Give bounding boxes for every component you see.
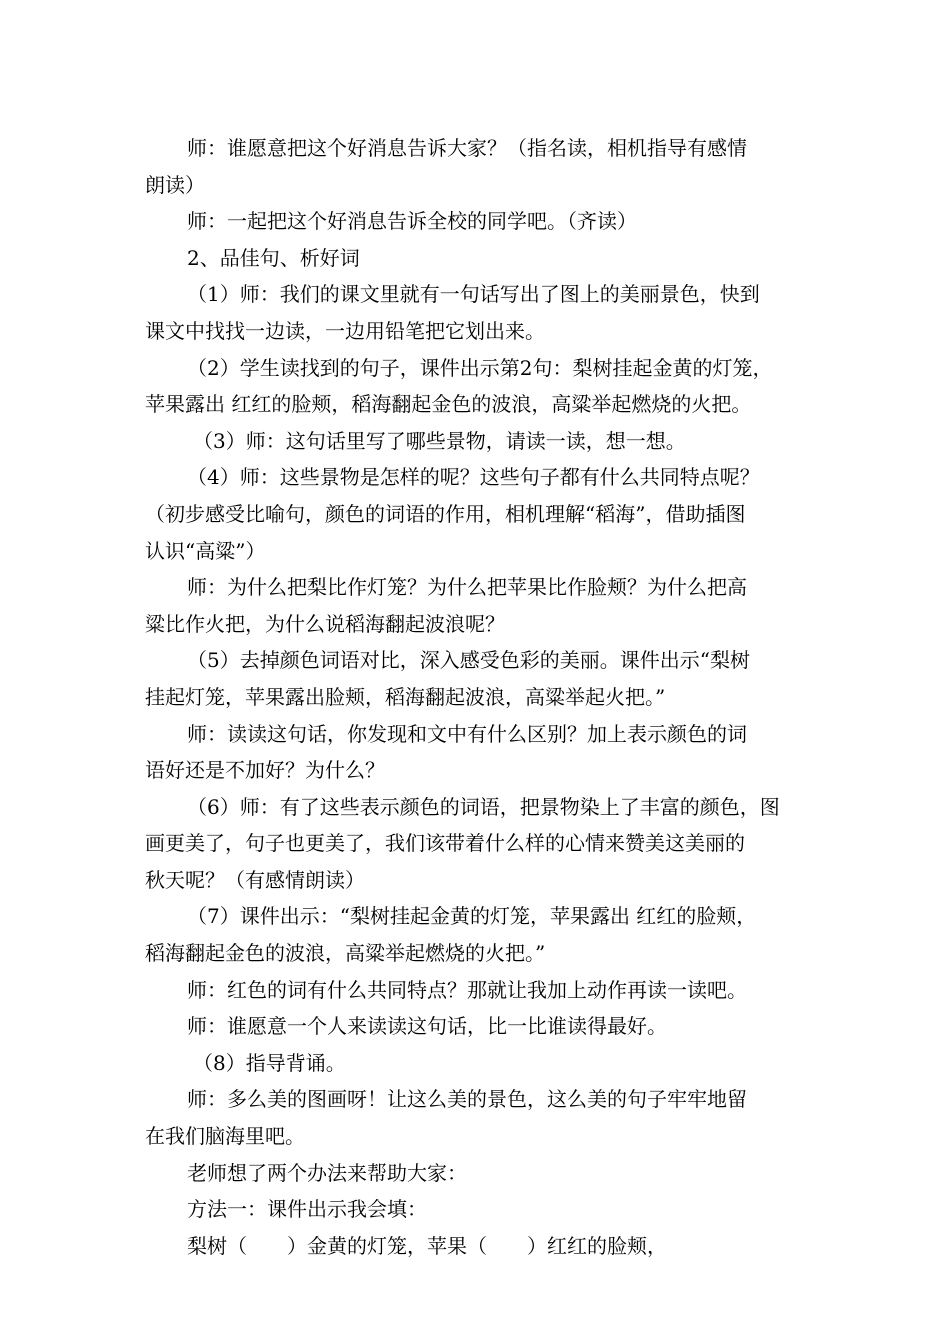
text-line: 在我们脑海里吧。 [145, 1124, 305, 1149]
text-line: 老师想了两个办法来帮助大家： [187, 1160, 467, 1185]
text-line: （5）去掉颜色词语对比，深入感受色彩的美丽。课件出示“梨树 [187, 648, 750, 673]
text-line: 师：为什么把梨比作灯笼？为什么把苹果比作脸颊？为什么把高 [187, 575, 747, 600]
text-line: 师：读读这句话，你发现和文中有什么区别？加上表示颜色的词 [187, 721, 747, 746]
text-line: 挂起灯笼，苹果露出脸颊，稻海翻起波浪，高粱举起火把。” [145, 684, 666, 709]
text-line: 课文中找找一边读，一边用铅笔把它划出来。 [145, 318, 545, 343]
text-line: （6）师：有了这些表示颜色的词语，把景物染上了丰富的颜色，图 [187, 794, 780, 819]
text-line: 方法一：课件出示我会填： [187, 1197, 427, 1222]
document-body [145, 130, 810, 1264]
text-line: 朗读） [145, 172, 205, 197]
text-line: 2、品佳句、析好词 [187, 245, 360, 270]
text-line: 师：一起把这个好消息告诉全校的同学吧。（齐读） [187, 209, 637, 234]
text-line: 认识“高粱”） [145, 538, 266, 563]
text-line: （7）课件出示：“梨树挂起金黄的灯笼，苹果露出 红红的脸颊， [187, 904, 757, 929]
text-line: 师：红色的词有什么共同特点？那就让我加上动作再读一读吧。 [187, 977, 747, 1002]
text-line: 梨树（ ）金黄的灯笼，苹果（ ）红红的脸颊， [187, 1233, 667, 1258]
text-line: 师：谁愿意一个人来读读这句话，比一比谁读得最好。 [187, 1014, 667, 1039]
text-line: 秋天呢？（有感情朗读） [145, 867, 365, 892]
text-line: （3）师：这句话里写了哪些景物，请读一读，想一想。 [193, 428, 686, 453]
text-line: （8）指导背诵。 [193, 1050, 346, 1075]
text-line: （初步感受比喻句，颜色的词语的作用，相机理解“稻海”，借助插图 [145, 501, 746, 526]
text-line: 师：谁愿意把这个好消息告诉大家？（指名读，相机指导有感情 [187, 136, 747, 160]
text-line: 画更美了，句子也更美了，我们该带着什么样的心情来赞美这美丽的 [145, 831, 745, 856]
text-line: （4）师：这些景物是怎样的呢？这些句子都有什么共同特点呢？ [187, 465, 760, 490]
text-line: （1）师：我们的课文里就有一句话写出了图上的美丽景色，快到 [187, 282, 760, 307]
text-line: （2）学生读找到的句子，课件出示第2句：梨树挂起金黄的灯笼， [187, 355, 773, 380]
text-line: 粱比作火把，为什么说稻海翻起波浪呢？ [145, 611, 505, 636]
text-line: 语好还是不加好？为什么？ [145, 758, 385, 783]
text-line: 稻海翻起金色的波浪，高粱举起燃烧的火把。” [145, 941, 546, 966]
text-line: 苹果露出 红红的脸颊，稻海翻起金色的波浪，高粱举起燃烧的火把。 [145, 392, 752, 417]
text-line: 师：多么美的图画呀！让这么美的景色，这么美的句子牢牢地留 [187, 1087, 747, 1112]
